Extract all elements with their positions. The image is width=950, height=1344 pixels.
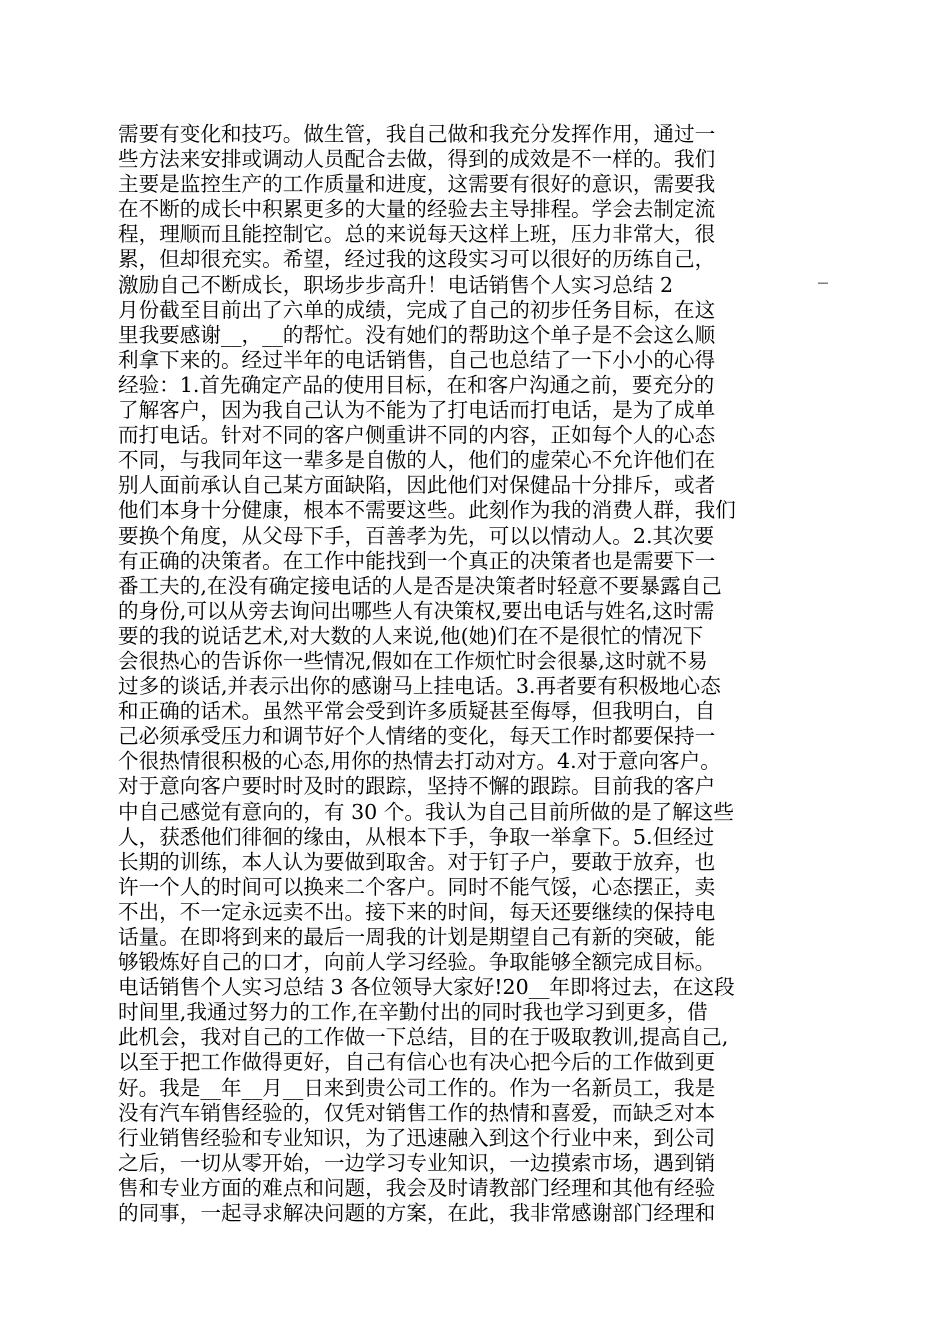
- text-line: 过多的谈话,并表示出你的感谢马上挂电话。3.再者要有积极地心态: [118, 674, 721, 699]
- document-body: [118, 122, 818, 1226]
- text-line: 番工夫的,在没有确定接电话的人是否是决策者时轻意不要暴露自己: [118, 573, 722, 598]
- text-line: 时间里,我通过努力的工作,在辛勤付出的同时我也学习到更多，借: [118, 1000, 708, 1025]
- text-line: 要的我的说话艺术,对大数的人来说,他(她)们在不是很忙的情况下: [118, 623, 704, 648]
- text-line: 需要有变化和技巧。做生管，我自己做和我充分发挥作用，通过一: [118, 122, 716, 146]
- text-line: 话量。在即将到来的最后一周我的计划是期望自己有新的突破，能: [118, 925, 716, 949]
- text-line: 而打电话。针对不同的客户侧重讲不同的内容，正如每个人的心态: [118, 423, 716, 448]
- text-line: 在不断的成长中积累更多的大量的经验去主导排程。学会去制定流: [118, 197, 716, 222]
- text-line: 人，获悉他们徘徊的缘由，从根本下手，争取一举拿下。5.但经过: [118, 824, 715, 849]
- text-line: 的身份,可以从旁去询问出哪些人有决策权,要出电话与姓名,这时需: [118, 598, 715, 623]
- text-line: 个很热情很积极的心态,用你的热情去打动对方。4.对于意向客户。: [118, 749, 721, 774]
- text-line: 会很热心的告诉你一些情况,假如在工作烦忙时会很暴,这时就不易: [118, 648, 708, 673]
- text-line: 经验：1.首先确定产品的使用目标，在和客户沟通之前，要充分的: [118, 372, 715, 397]
- text-line: 不出，不一定永远卖不出。接下来的时间，每天还要继续的保持电: [118, 899, 716, 924]
- text-line: 程，理顺而且能控制它。总的来说每天这样上班，压力非常大，很: [118, 222, 716, 247]
- text-line: 电话销售个人实习总结 3 各位领导大家好!20__年即将过去，在这段: [118, 975, 735, 1000]
- corner-underscore-mark: _: [818, 260, 828, 284]
- text-line: 中自己感觉有意向的，有 30 个。我认为自己目前所做的是了解这些: [118, 799, 734, 824]
- text-line: 主要是监控生产的工作质量和进度，这需要有很好的意识，需要我: [118, 172, 716, 197]
- text-line: 售和专业方面的难点和问题，我会及时请教部门经理和其他有经验: [118, 1175, 716, 1200]
- text-line: 己必须承受压力和调节好个人情绪的变化，每天工作时都要保持一: [118, 724, 716, 749]
- text-line: 里我要感谢__，__的帮忙。没有她们的帮助这个单子是不会这么顺: [118, 322, 716, 347]
- text-line: 此机会，我对自己的工作做一下总结，目的在于吸取教训,提高自己,: [118, 1025, 729, 1050]
- text-line: 不同，与我同年这一辈多是自傲的人，他们的虚荣心不允许他们在: [118, 448, 716, 473]
- text-line: 和正确的话术。虽然平常会受到许多质疑甚至侮辱，但我明白，自: [118, 699, 716, 724]
- text-line: 了解客户，因为我自己认为不能为了打电话而打电话，是为了成单: [118, 398, 716, 423]
- text-line: 有正确的决策者。在工作中能找到一个真正的决策者也是需要下一: [118, 548, 716, 573]
- text-line: 月份截至目前出了六单的成绩，完成了自己的初步任务目标，在这: [118, 297, 716, 322]
- text-line: 够锻炼好自己的口才，向前人学习经验。争取能够全额完成目标。: [118, 950, 716, 975]
- text-line: 些方法来安排或调动人员配合去做，得到的成效是不一样的。我们: [118, 147, 716, 172]
- text-line: 以至于把工作做得更好，自己有信心也有决心把今后的工作做到更: [118, 1050, 716, 1075]
- text-line: 对于意向客户要时时及时的跟踪，坚持不懈的跟踪。目前我的客户: [118, 774, 716, 799]
- text-line: 激励自己不断成长，职场步步高升！电话销售个人实习总结 2: [118, 272, 674, 297]
- text-line: 累，但却很充实。希望，经过我的这段实习可以很好的历练自己，: [118, 247, 716, 272]
- text-line: 要换个角度，从父母下手，百善孝为先，可以以情动人。2.其次要: [118, 523, 715, 548]
- text-line: 行业销售经验和专业知识，为了迅速融入到这个行业中来，到公司: [118, 1125, 716, 1150]
- text-line: 长期的训练，本人认为要做到取舍。对于钉子户，要敢于放弃，也: [118, 849, 716, 874]
- text-line: 之后，一切从零开始，一边学习专业知识，一边摸索市场，遇到销: [118, 1150, 716, 1175]
- text-line: 别人面前承认自己某方面缺陷，因此他们对保健品十分排斥，或者: [118, 473, 716, 498]
- text-line: 的同事，一起寻求解决问题的方案，在此，我非常感谢部门经理和: [118, 1201, 716, 1226]
- text-line: 利拿下来的。经过半年的电话销售，自己也总结了一下小小的心得: [118, 347, 716, 372]
- text-line: 没有汽车销售经验的，仅凭对销售工作的热情和喜爱，而缺乏对本: [118, 1100, 716, 1125]
- text-line: 他们本身十分健康，根本不需要这些。此刻作为我的消费人群，我们: [118, 498, 736, 523]
- text-line: 许一个人的时间可以换来二个客户。同时不能气馁，心态摆正，卖: [118, 874, 716, 899]
- text-line: 好。我是__年__月__日来到贵公司工作的。作为一名新员工，我是: [118, 1075, 716, 1100]
